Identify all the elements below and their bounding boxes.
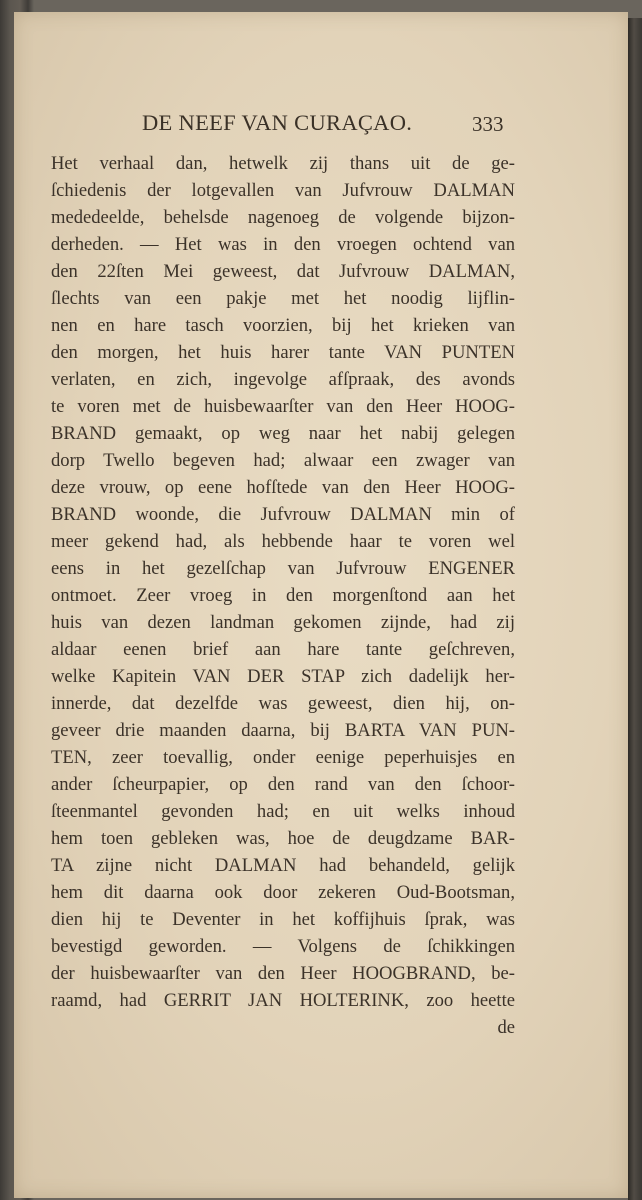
text-line: te voren met de huisbewaarſter van den Heer HOOG-	[51, 396, 515, 417]
page-number: 333	[472, 112, 504, 136]
text-line: eens in het gezelſchap van Jufvrouw ENGENER	[51, 558, 515, 579]
text-line: deze vrouw, op eene hofſtede van den Heer HOOG-	[51, 477, 515, 498]
running-title: DE NEEF VAN CURAÇAO.	[142, 110, 413, 135]
text-line: der huisbewaarſter van den Heer HOOGBRAND, be-	[51, 963, 515, 984]
text-line: BRAND woonde, die Jufvrouw DALMAN min of	[51, 504, 515, 525]
catchword: de	[497, 1017, 515, 1038]
text-line: Het verhaal dan, hetwelk zij thans uit de ge-	[51, 153, 515, 174]
text-line: ontmoet. Zeer vroeg in den morgenſtond aan het	[51, 585, 515, 606]
text-line: raamd, had GERRIT JAN HOLTERINK, zoo heette	[51, 990, 515, 1011]
text-line: ſchiedenis der lotgevallen van Jufvrouw DALMAN	[51, 180, 515, 201]
text-line: BRAND gemaakt, op weg naar het nabij gelegen	[51, 423, 515, 444]
text-line: mededeelde, behelsde nagenoeg de volgende bijzon-	[51, 207, 515, 228]
text-line: verlaten, en zich, ingevolge afſpraak, des avonds	[51, 369, 515, 390]
text-line: innerde, dat dezelfde was geweest, dien hij, on-	[51, 693, 515, 714]
text-line: dien hij te Deventer in het koffijhuis ſprak, was	[51, 909, 515, 930]
book-page	[14, 12, 628, 1198]
text-line: dorp Twello begeven had; alwaar een zwager van	[51, 450, 515, 471]
text-line: meer gekend had, als hebbende haar te voren wel	[51, 531, 515, 552]
text-line: nen en hare tasch voorzien, bij het krieken van	[51, 315, 515, 336]
text-line: derheden. — Het was in den vroegen ochtend van	[51, 234, 515, 255]
book-edge	[628, 18, 642, 1200]
text-line: ſlechts van een pakje met het noodig lijflin-	[51, 288, 515, 309]
text-line: TEN, zeer toevallig, onder eenige peperhuisjes en	[51, 747, 515, 768]
text-line: hem dit daarna ook door zekeren Oud-Bootsman,	[51, 882, 515, 903]
text-line: geveer drie maanden daarna, bij BARTA VAN PUN-	[51, 720, 515, 741]
text-line: ſteenmantel gevonden had; en uit welks inhoud	[51, 801, 515, 822]
text-line: den 22ſten Mei geweest, dat Jufvrouw DALMAN,	[51, 261, 515, 282]
text-line: den morgen, het huis harer tante VAN PUNTEN	[51, 342, 515, 363]
text-line: huis van dezen landman gekomen zijnde, had zij	[51, 612, 515, 633]
text-line: bevestigd geworden. — Volgens de ſchikkingen	[51, 936, 515, 957]
text-line: ander ſcheurpapier, op den rand van den ſchoor-	[51, 774, 515, 795]
page-header	[14, 110, 628, 150]
text-line: aldaar eenen brief aan hare tante geſchreven,	[51, 639, 515, 660]
body-text	[51, 150, 515, 1041]
text-line: hem toen gebleken was, hoe de deugdzame BAR-	[51, 828, 515, 849]
text-line: TA zijne nicht DALMAN had behandeld, gelijk	[51, 855, 515, 876]
text-line: welke Kapitein VAN DER STAP zich dadelijk her-	[51, 666, 515, 687]
